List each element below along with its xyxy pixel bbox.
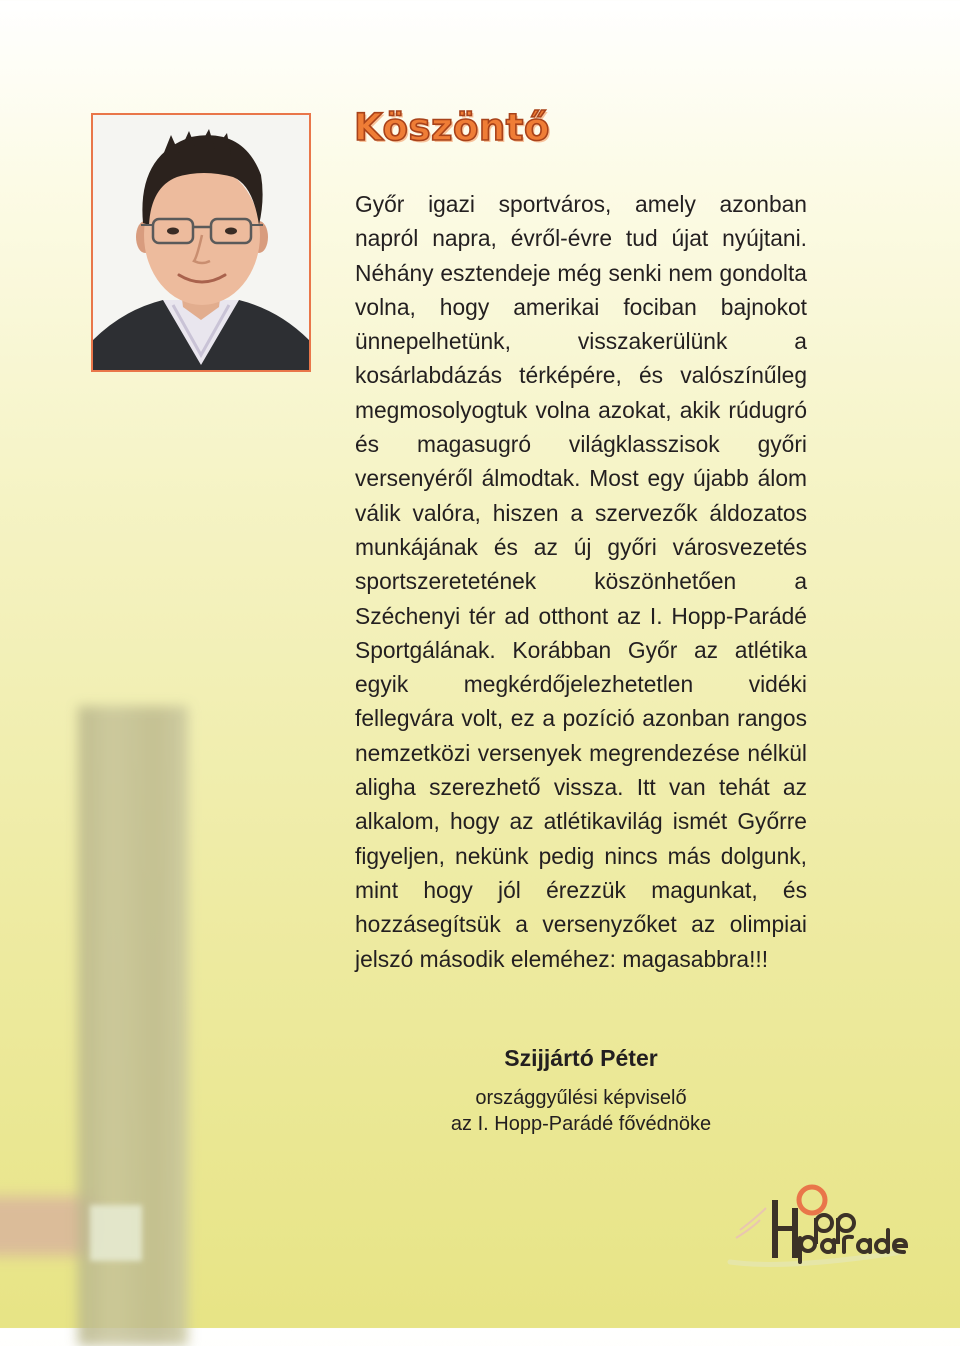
greeting-body-text: Győr igazi sportváros, amely azonban napról napra, évről-évre tud újat nyújtani. Néhány esztendeje még senki nem gondolta volna, hogy amerikai fociban bajnokot ünnepelhetünk, visszakerülünk a kosárlabdázás térképére, és valószínűleg megmosolyogtuk volna azokat, akik rúdugró és magasugró világklasszisok győri versenyéről álmodtak. Most egy újabb álom válik valóra, hiszen a szervezők áldozatos munkájának és az új győri városvezetés sportszeretetének köszönhetően a Széchenyi tér ad otthont az I. Hopp-Parádé Sportgálának. Korábban Győr az atlétika egyik megkérdőjelezhetetlen vidéki fellegvára volt, ez a pozíció azonban rangos nemzetközi versenyek megrendezése nélkül aligha szerezhető vissza. Itt van tehát az alkalom, hogy az atlétikavilág ismét Győrre figyeljen, nekünk pedig nincs más dolgunk, mint hogy jól érezzük magunkat, és hozzásegítsük a versenyzőket az olimpiai jelszó második eleméhez: magasabbra!!! xyxy=(355,191,807,972)
author-portrait xyxy=(91,113,311,372)
signature-role: országgyűlési képviselő xyxy=(475,1087,687,1109)
signature-patron-role: az I. Hopp-Parádé fővédnöke xyxy=(450,1113,712,1135)
logo-graphic xyxy=(726,1178,912,1272)
signature-name: Szijjártó Péter xyxy=(504,1045,658,1071)
pole-marker-decoration xyxy=(90,1205,142,1261)
hopp-parade-logo xyxy=(726,1178,912,1272)
portrait-illustration xyxy=(93,115,309,370)
page-title: Köszöntő xyxy=(354,106,550,149)
